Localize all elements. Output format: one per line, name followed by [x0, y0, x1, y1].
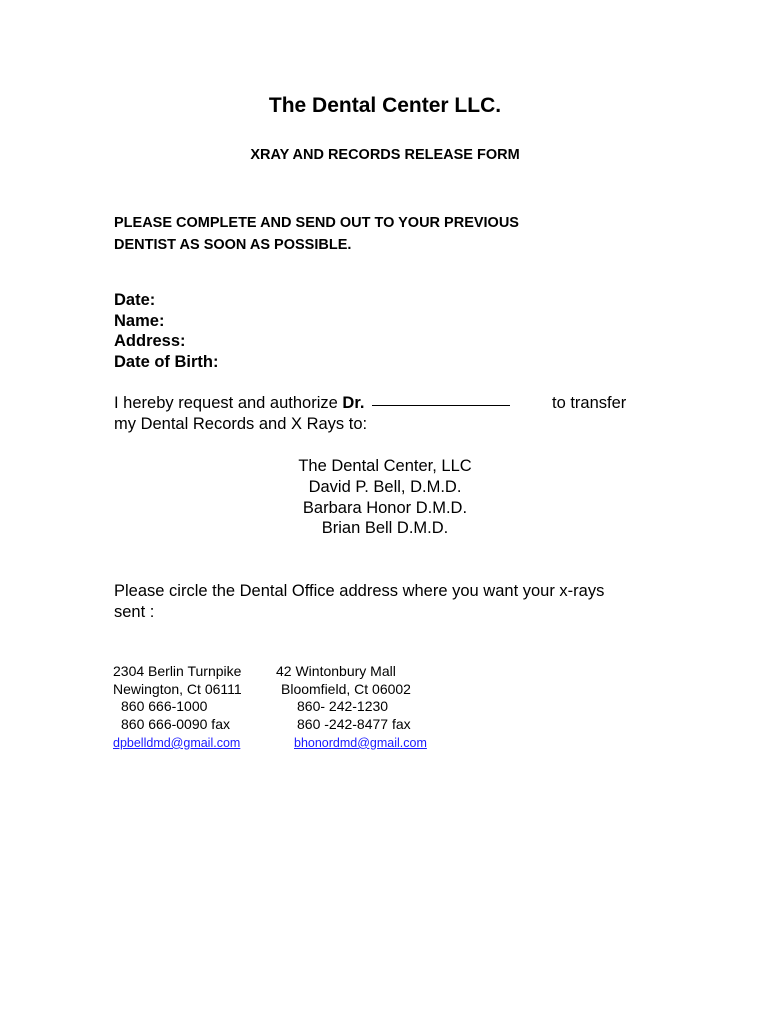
recipient-block	[0, 456, 770, 539]
office-phone: 860 666-1000	[121, 698, 208, 715]
dob-field-label[interactable]: Date of Birth:	[114, 352, 219, 371]
circle-instruction	[114, 581, 604, 623]
name-field-label[interactable]: Name:	[114, 311, 165, 330]
date-field-label[interactable]: Date:	[114, 291, 156, 309]
doctor-label: Dr.	[342, 394, 365, 412]
completion-instruction	[114, 212, 674, 256]
authorization-line-2: my Dental Records and X Rays to:	[114, 415, 368, 433]
authorization-line-1	[114, 394, 510, 413]
office-city: Bloomfield, Ct 06002	[281, 680, 411, 697]
recipient-doctor: Brian Bell D.M.D.	[321, 519, 449, 538]
authorization-prefix: I hereby request and authorize	[114, 394, 343, 412]
circle-instruction-line-1: Please circle the Dental Office address where you want your x-rays	[114, 582, 605, 600]
office-city: Newington, Ct 06111	[113, 680, 242, 697]
office-fax: 860 666-0090 fax	[121, 716, 230, 733]
office-bloomfield[interactable]	[276, 663, 427, 753]
office-phone: 860- 242-1230	[297, 698, 389, 715]
office-email-link[interactable]: dpbelldmd@gmail.com	[113, 735, 241, 750]
office-newington[interactable]	[113, 663, 242, 753]
recipient-doctor: David P. Bell, D.M.D.	[308, 477, 462, 496]
office-street: 42 Wintonbury Mall	[276, 663, 396, 679]
form-subtitle: XRAY AND RECORDS RELEASE FORM	[250, 147, 520, 163]
form-title: The Dental Center LLC.	[268, 94, 502, 117]
doctor-name-blank[interactable]	[372, 405, 510, 406]
address-field-label[interactable]: Address:	[114, 332, 186, 350]
office-street: 2304 Berlin Turnpike	[113, 663, 242, 679]
office-fax: 860 -242-8477 fax	[297, 716, 411, 733]
instruction-line-1: PLEASE COMPLETE AND SEND OUT TO YOUR PREVIOUS	[114, 215, 519, 231]
patient-fields	[114, 290, 219, 372]
recipient-practice: The Dental Center, LLC	[298, 457, 472, 475]
authorization-suffix: to transfer	[552, 394, 627, 412]
recipient-doctor: Barbara Honor D.M.D.	[302, 498, 468, 517]
instruction-line-2: DENTIST AS SOON AS POSSIBLE.	[114, 237, 352, 253]
circle-instruction-line-2: sent :	[114, 603, 155, 621]
office-email-link[interactable]: bhonordmd@gmail.com	[294, 735, 427, 750]
